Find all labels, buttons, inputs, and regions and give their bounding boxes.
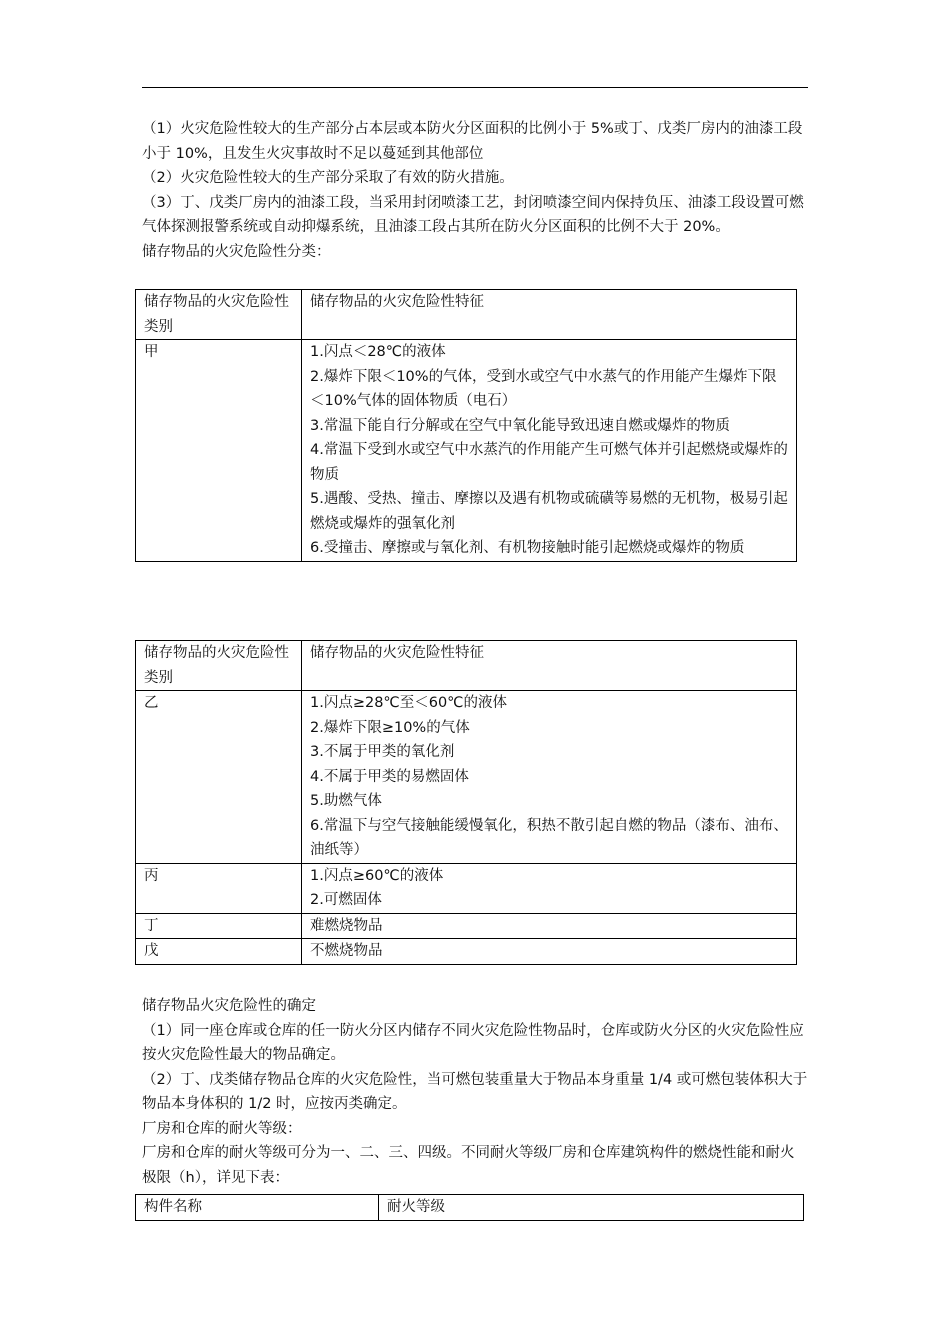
table-row	[136, 691, 797, 864]
section2-para-1: （1）同一座仓库或仓库的任一防火分区内储存不同火灾危险性物品时，仓库或防火分区的火灾危险性应按火灾危险性最大的物品确定。	[142, 1022, 804, 1063]
features-cell	[302, 863, 797, 913]
table-row	[136, 340, 797, 562]
table-row	[136, 913, 797, 939]
header-rule	[142, 87, 808, 88]
features-cell: 难燃烧物品	[302, 913, 797, 939]
intro-para-3: （3）丁、戊类厂房内的油漆工段，当采用封闭喷漆工艺，封闭喷漆空间内保持负压、油漆工段设置可燃气体探测报警系统或自动抑爆系统，且油漆工段占其所在防火分区面积的比例不大于 20%。	[142, 194, 804, 235]
section2-para-2: （2）丁、戊类储存物品仓库的火灾危险性，当可燃包装重量大于物品本身重量 1/4 或可燃包装体积大于物品本身体积的 1/2 时，应按丙类确定。	[142, 1071, 808, 1112]
feature-item: 4.常温下受到水或空气中水蒸汽的作用能产生可燃气体并引起燃烧或爆炸的物质	[310, 442, 788, 483]
category-cell: 甲	[136, 340, 302, 562]
table1-caption: 储存物品的火灾危险性分类：	[142, 243, 331, 260]
feature-item: 1.闪点≥28℃至＜60℃的液体	[310, 695, 507, 711]
feature-item: 5.遇酸、受热、撞击、摩擦以及遇有机物或硫磺等易燃的无机物，极易引起燃烧或爆炸的强氧化剂	[310, 491, 788, 532]
section2-heading: 储存物品火灾危险性的确定	[142, 998, 316, 1014]
table-header-row	[136, 1195, 804, 1221]
category-cell: 戊	[136, 939, 302, 965]
category-cell: 丁	[136, 913, 302, 939]
table-header-row	[136, 290, 797, 340]
feature-item: 6.受撞击、摩擦或与氧化剂、有机物接触时能引起燃烧或爆炸的物质	[310, 540, 745, 556]
storage-hazard-table-1	[135, 289, 797, 562]
feature-item: 4.不属于甲类的易燃固体	[310, 768, 469, 785]
table-header-row	[136, 641, 797, 691]
features-cell	[302, 691, 797, 864]
section2-text	[142, 994, 808, 1190]
intro-para-1: （1）火灾危险性较大的生产部分占本层或本防火分区面积的比例小于 5%或丁、戊类厂房内的油漆工段小于 10%，且发生火灾事故时不足以蔓延到其他部位	[142, 121, 803, 162]
fire-resistance-table	[135, 1194, 804, 1221]
feature-item: 2.爆炸下限＜10%的气体，受到水或空气中水蒸气的作用能产生爆炸下限＜10%气体的固体物质（电石）	[310, 368, 777, 409]
intro-text	[142, 117, 808, 264]
feature-item: 1.闪点≥60℃的液体	[310, 867, 444, 884]
category-cell: 乙	[136, 691, 302, 864]
header-category: 储存物品的火灾危险性类别	[136, 641, 302, 691]
features-cell	[302, 340, 797, 562]
feature-item: 2.可燃固体	[310, 892, 382, 908]
feature-item: 5.助燃气体	[310, 793, 382, 809]
fire-rating-heading: 厂房和仓库的耐火等级：	[142, 1120, 302, 1137]
storage-hazard-table-2	[135, 640, 797, 965]
feature-item: 1.闪点＜28℃的液体	[310, 344, 446, 360]
table-row	[136, 939, 797, 965]
table-row	[136, 863, 797, 913]
feature-item: 3.常温下能自行分解或在空气中氧化能导致迅速自燃或爆炸的物质	[310, 417, 730, 434]
intro-para-2: （2）火灾危险性较大的生产部分采取了有效的防火措施。	[142, 170, 514, 186]
feature-item: 2.爆炸下限≥10%的气体	[310, 719, 470, 736]
header-features: 储存物品的火灾危险性特征	[302, 641, 797, 691]
category-cell: 丙	[136, 863, 302, 913]
header-fire-rating: 耐火等级	[379, 1195, 804, 1221]
header-component: 构件名称	[136, 1195, 379, 1221]
header-features: 储存物品的火灾危险性特征	[302, 290, 797, 340]
fire-rating-para: 厂房和仓库的耐火等级可分为一、二、三、四级。不同耐火等级厂房和仓库建筑构件的燃烧性能和耐火极限（h），详见下表：	[142, 1145, 795, 1186]
feature-item: 3.不属于甲类的氧化剂	[310, 744, 455, 760]
header-category: 储存物品的火灾危险性类别	[136, 290, 302, 340]
feature-item: 6.常温下与空气接触能缓慢氧化，积热不散引起自燃的物品（漆布、油布、油纸等）	[310, 817, 788, 858]
features-cell: 不燃烧物品	[302, 939, 797, 965]
